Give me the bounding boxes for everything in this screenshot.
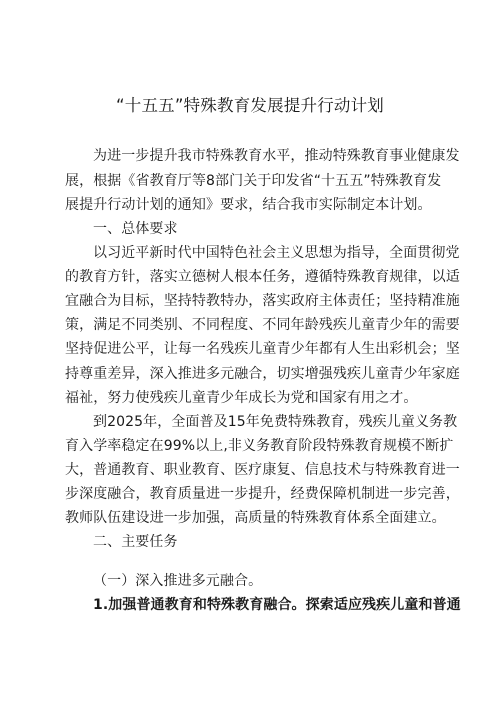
paragraph-line: 的教育方针，落实立德树人根本任务，遵循特殊教育规律，以适 xyxy=(65,269,460,285)
subsection-heading: （一）深入推进多元融合。 xyxy=(93,573,263,589)
document-title: “十五五”特殊教育发展提升行动计划 xyxy=(116,96,384,115)
paragraph-line: 展提升行动计划的通知》要求，结合我市实际制定本计划。 xyxy=(65,197,432,213)
paragraph-line: 为进一步提升我市特殊教育水平，推动特殊教育事业健康发 xyxy=(93,148,460,164)
paragraph-line: 到2025年，全面普及15年免费特殊教育，残疾儿童义务教 xyxy=(93,414,458,430)
paragraph-line: 福祉，努力使残疾儿童青少年成长为党和国家有用之才。 xyxy=(65,390,418,406)
section-heading: 一、总体要求 xyxy=(93,221,178,237)
paragraph-line: 持尊重差异，深入推进多元融合，切实增强残疾儿童青少年家庭 xyxy=(65,366,460,382)
section-heading: 二、主要任务 xyxy=(93,534,178,550)
paragraph-line: 以习近平新时代中国特色社会主义思想为指导，全面贯彻党 xyxy=(93,245,460,261)
paragraph-line: 大，普通教育、职业教育、医疗康复、信息技术与特殊教育进一 xyxy=(65,462,460,478)
paragraph-line: 步深度融合，教育质量进一步提升，经费保障机制进一步完善， xyxy=(65,486,460,502)
paragraph-line: 育入学率稳定在99%以上,非义务教育阶段特殊教育规模不断扩 xyxy=(65,438,454,454)
paragraph-line: 展，根据《省教育厅等8部门关于印发省“十五五”特殊教育发 xyxy=(65,173,442,189)
paragraph-line: 教师队伍建设进一步加强，高质量的特殊教育体系全面建立。 xyxy=(65,510,446,526)
paragraph-line: 坚持促进公平，让每一名残疾儿童青少年都有人生出彩机会；坚 xyxy=(65,341,460,357)
item-heading: 1.加强普通教育和特殊教育融合。探索适应残疾儿童和普通 xyxy=(93,597,461,613)
paragraph-line: 宜融合为目标，坚持特教特办，落实政府主体责任；坚持精准施 xyxy=(65,293,460,309)
paragraph-line: 策，满足不同类别、不同程度、不同年龄残疾儿童青少年的需要 xyxy=(65,317,460,333)
